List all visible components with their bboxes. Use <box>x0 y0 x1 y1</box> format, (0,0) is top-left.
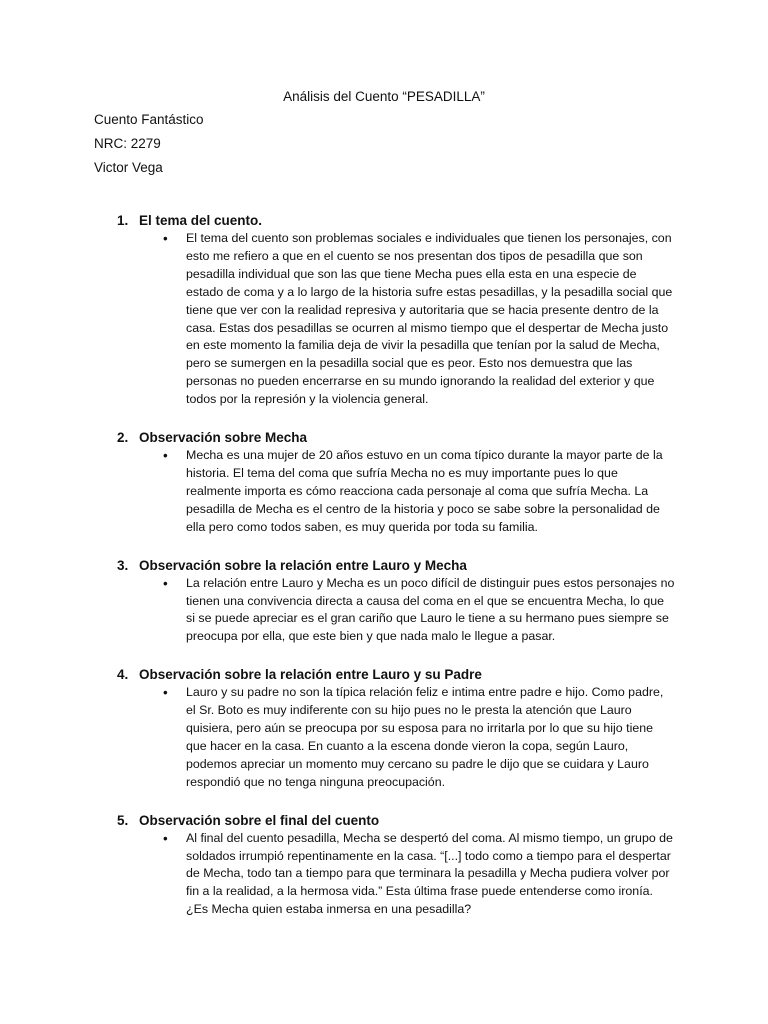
section-heading <box>0 212 768 230</box>
section-4 <box>0 666 768 791</box>
section-heading <box>0 429 768 447</box>
section-title: Observación sobre Mecha <box>139 430 308 446</box>
section-title: Observación sobre la relación entre Lauro y Mecha <box>139 557 467 573</box>
section-heading <box>0 557 768 575</box>
bullet-icon: • <box>163 448 168 464</box>
section-heading <box>0 812 768 830</box>
bullet-item <box>0 447 768 537</box>
document-title: Análisis del Cuento “PESADILLA” <box>283 89 485 104</box>
bullet-text: Mecha es una mujer de 20 años estuvo en un coma típico durante la mayor parte de la historia. El tema del coma que sufría Mecha no es muy importante pues lo que realmente importa es cómo reacciona cada personaje al coma que sufría Mecha. La pesadilla de Mecha es el centro de la historia y poco se sabe sobre la personalidad de ella pero como todos saben, es muy querida por toda su familia. <box>186 448 663 534</box>
author-name: Victor Vega <box>94 160 163 175</box>
bullet-item <box>0 830 768 920</box>
section-5 <box>0 812 768 920</box>
section-number: 5. <box>117 812 129 828</box>
course-name: Cuento Fantástico <box>94 112 204 127</box>
bullet-icon: • <box>163 231 168 246</box>
section-number: 3. <box>117 557 129 573</box>
bullet-text: El tema del cuento son problemas sociales e individuales que tienen los personajes, con esto me refiero a que en el cuento se nos presentan dos tipos de pesadilla que son pesadilla individual que son las que tiene Mecha pues ella esta en una especie de estado de coma y a lo largo de la historia sufre estas pesadillas, y la pesadilla social que tiene que ver con la realidad represiva y autoritaria que se hacia presente dentro de la casa. Estas dos pesadillas se ocurren al mismo tiempo que el despertar de Mecha justo en este momento la familia deja de vivir la pesadilla que tenían por la salud de Mecha, pero se sumergen en la pesadilla social que es peor. Esto nos demuestra que las personas no pueden encerrarse en su mundo ignorando la realidad del exterior y que todos por la represión y la violencia general. <box>186 231 673 407</box>
bullet-icon: • <box>163 575 168 591</box>
numbered-section-list <box>0 212 768 939</box>
section-heading <box>0 666 768 684</box>
section-3 <box>0 557 768 647</box>
bullet-text: La relación entre Lauro y Mecha es un poco difícil de distinguir pues estos personajes no tienen una convivencia directa a causa del coma en el que se encuentra Mecha, lo que si se puede apreciar es el gran cariño que Lauro le tiene a su hermano pues siempre se preocupa por ella, que este bien y que nada malo le llegue a pasar. <box>186 575 675 644</box>
section-1 <box>0 212 768 409</box>
bullet-item <box>0 684 768 791</box>
bullet-item <box>0 230 768 409</box>
nrc-code: NRC: 2279 <box>94 136 161 151</box>
section-title: Observación sobre la relación entre Lauro y su Padre <box>139 667 482 683</box>
section-2 <box>0 429 768 537</box>
bullet-text: Al final del cuento pesadilla, Mecha se despertó del coma. Al mismo tiempo, un grupo de soldados irrumpió repentinamente en la casa. “[...] todo como a tiempo para el despertar de Mecha, todo tan a tiempo para que terminara la pesadilla y Mecha pudiera volver por fin a la realidad, a la hermosa vida.” Esta última frase puede entenderse como ironía. ¿Es Mecha quien estaba inmersa en una pesadilla? <box>186 830 673 917</box>
section-number: 1. <box>117 213 129 228</box>
bullet-icon: • <box>163 685 168 701</box>
section-title: El tema del cuento. <box>139 213 263 228</box>
bullet-item <box>0 575 768 647</box>
section-title: Observación sobre el final del cuento <box>139 812 380 828</box>
bullet-text: Lauro y su padre no son la típica relación feliz e intima entre padre e hijo. Como padre, el Sr. Boto es muy indiferente con su hijo pues no le presta la atención que Lauro quisiera, pero aún se preocupa por su esposa para no irritarla por lo que su hijo tiene que hacer en la casa. En cuanto a la escena donde vieron la copa, según Lauro, podemos apreciar un momento muy cercano su padre le dijo que se cuidara y Lauro respondió que no tenga ninguna preocupación. <box>186 685 664 789</box>
bullet-icon: • <box>163 830 168 846</box>
section-number: 4. <box>117 667 129 683</box>
section-number: 2. <box>117 430 129 446</box>
